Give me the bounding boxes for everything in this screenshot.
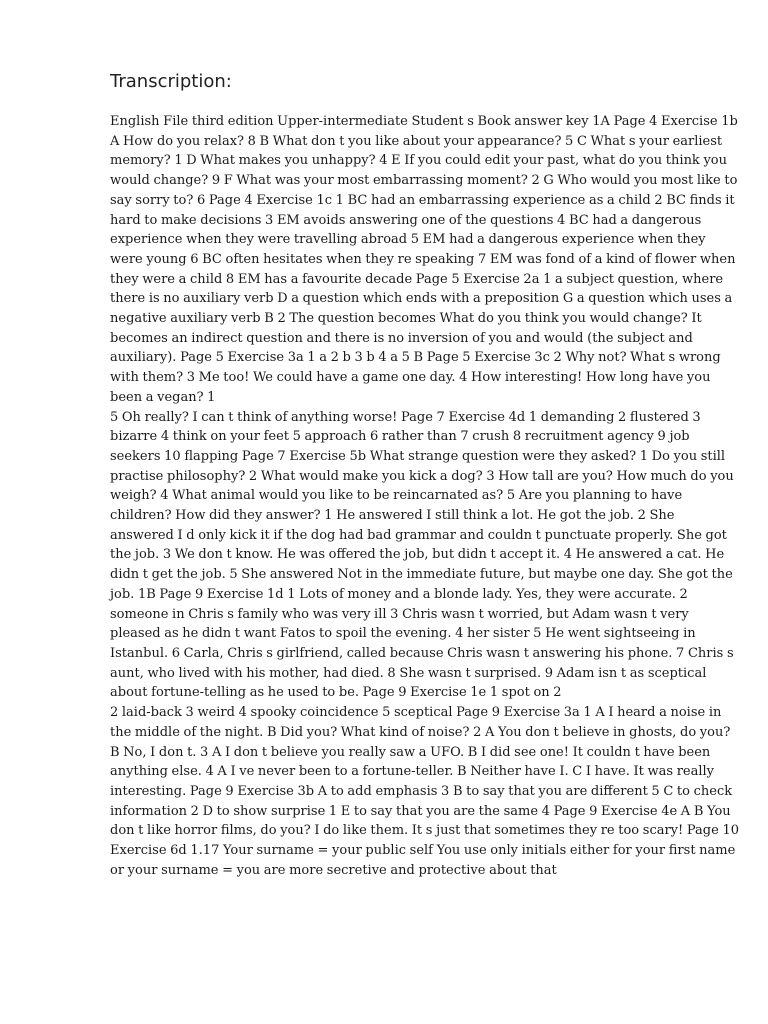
transcription-paragraph: English File third edition Upper-intermediate Student s Book answer key 1A Page 4 Exercise 1b A How do you relax? 8 B What don t you like about your appearance? 5 C What s your earliest memory? 1 D What makes you unhappy? 4 E If you could edit your past, what do you think you would change? 9 F What was your most embarrassing moment? 2 G Who would you most like to say sorry to? 6 Page 4 Exercise 1c 1 BC had an embarrassing experience as a child 2 BC finds it hard to make decisions 3 EM avoids answering one of the questions 4 BC had a dangerous experience when they were travelling abroad 5 EM had a dangerous experience when they were young 6 BC often hesitates when they re speaking 7 EM was fond of a kind of flower when they were a child 8 EM has a favourite decade Page 5 Exercise 2a 1 a subject question, where there is no auxiliary verb D a question which ends with a preposition G a question which uses a negative auxiliary verb B 2 The question becomes What do you think you would change? It becomes an indirect question and there is no inversion of you and would (the subject and auxiliary). Page 5 Exercise 3a 1 a 2 b 3 b 4 a 5 B Page 5 Exercise 3c 2 Why not? What s wrong with them? 3 Me too! We could have a game one day. 4 How interesting! How long have you been a vegan? 1: [110, 114, 738, 405]
transcription-paragraph: 2 laid-back 3 weird 4 spooky coincidence 5 sceptical Page 9 Exercise 3a 1 A I heard a noise in the middle of the night. B Did you? What kind of noise? 2 A You don t believe in ghosts, do you? B No, I don t. 3 A I don t believe you really saw a UFO. B I did see one! It couldn t have been anything else. 4 A I ve never been to a fortune-teller. B Neither have I. C I have. It was really interesting. Page 9 Exercise 3b A to add emphasis 3 B to say that you are different 5 C to check information 2 D to show surprise 1 E to say that you are the same 4 Page 9 Exercise 4e A B You don t like horror films, do you? I do like them. It s just that sometimes they re too scary! Page 10 Exercise 6d 1.17 Your surname = your public self You use only initials either for your first name or your surname = you are more secretive and protective about that: [110, 705, 739, 878]
transcription-paragraph: 5 Oh really? I can t think of anything worse! Page 7 Exercise 4d 1 demanding 2 flustered 3 bizarre 4 think on your feet 5 approach 6 rather than 7 crush 8 recruitment agency 9 job seekers 10 flapping Page 7 Exercise 5b What strange question were they asked? 1 Do you still practise philosophy? 2 What would make you kick a dog? 3 How tall are you? How much do you weigh? 4 What animal would you like to be reincarnated as? 5 Are you planning to have children? How did they answer? 1 He answered I still think a lot. He got the job. 2 She answered I d only kick it if the dog had bad grammar and couldn t punctuate properly. She got the job. 3 We don t know. He was offered the job, but didn t accept it. 4 He answered a cat. He didn t get the job. 5 She answered Not in the immediate future, but maybe one day. She got the job. 1B Page 9 Exercise 1d 1 Lots of money and a blonde lady. Yes, they were accurate. 2 someone in Chris s family who was very ill 3 Chris wasn t worried, but Adam wasn t very pleased as he didn t want Fatos to spoil the evening. 4 her sister 5 He went sightseeing in Istanbul. 6 Carla, Chris s girlfriend, called because Chris wasn t answering his phone. 7 Chris s aunt, who lived with his mother, had died. 8 She wasn t surprised. 9 Adam isn t as sceptical about fortune-telling as he used to be. Page 9 Exercise 1e 1 spot on 2: [110, 409, 734, 701]
transcription-heading: Transcription:: [110, 71, 232, 92]
transcription-body: [110, 112, 740, 880]
